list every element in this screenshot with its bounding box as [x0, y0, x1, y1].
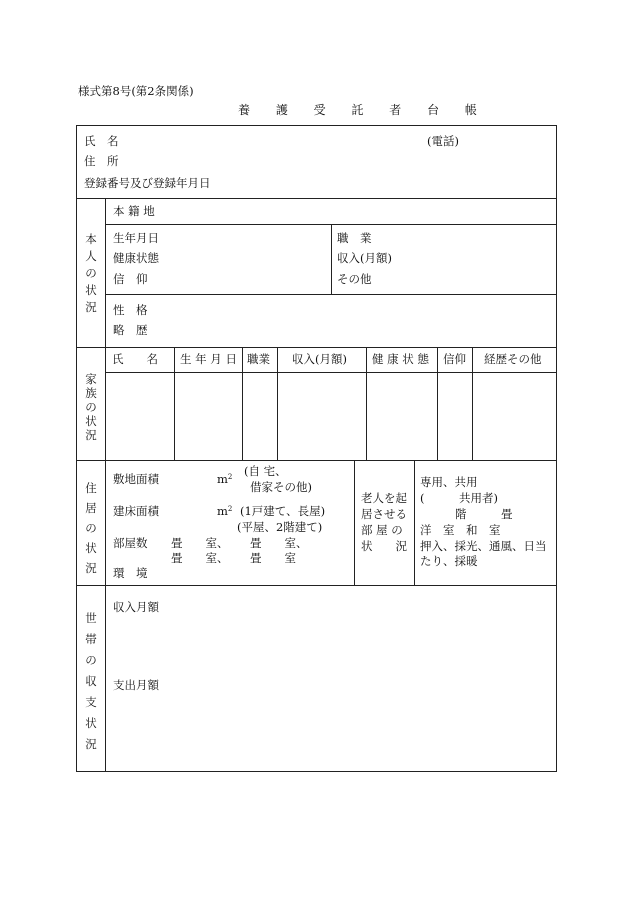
site-area-unit: $m^2$ [217, 472, 233, 486]
elder-room-detail-4: 洋 室 和 室 [420, 523, 501, 537]
personality-label: 性 格 [113, 303, 148, 317]
household-income-label: 収入月額 [113, 600, 159, 614]
income-label: 収入(月額) [337, 251, 392, 265]
floor-area-label: 建床面積 [113, 504, 159, 518]
family-col-name: 氏 名 [112, 352, 158, 366]
page-title: 養 護 受 託 者 台 帳 [238, 103, 488, 117]
family-col-health: 健 康 状 態 [372, 352, 429, 366]
elder-room-label-3: 部 屋 の [361, 523, 403, 537]
family-section-label: 家 族 の 状 況 [85, 372, 97, 442]
family-col-occupation: 職業 [247, 352, 270, 366]
family-col-income: 収入(月額) [292, 352, 347, 366]
registration-label: 登録番号及び登録年月日 [84, 176, 211, 190]
building-type-line-1: (1戸建て、長屋) [240, 504, 326, 518]
other-label: その他 [337, 272, 372, 286]
environment-label: 環 境 [113, 566, 148, 580]
floor-area-unit: $m^2$ [217, 504, 233, 518]
site-area-label: 敷地面積 [113, 472, 159, 486]
room-line-2b: 畳 室 [250, 551, 296, 565]
building-type-line-2: (平屋、2階建て) [237, 520, 323, 534]
rooms-label: 部屋数 [113, 536, 148, 550]
personal-section-label: 本 人 の 状 況 [85, 232, 97, 314]
housing-section-label: 住 居 の 状 況 [85, 481, 97, 575]
health-label: 健康状態 [113, 251, 159, 265]
form-number: 様式第8号(第2条関係) [78, 84, 194, 98]
room-line-2a: 畳 室、 [171, 551, 229, 565]
ownership-line-1: (自 宅、 [244, 464, 287, 478]
family-col-history: 経歴その他 [484, 352, 542, 366]
occupation-label: 職 業 [337, 231, 372, 245]
history-label: 略 歴 [113, 323, 148, 337]
elder-room-detail-1: 専用、共用 [420, 475, 478, 489]
elder-room-detail-2: ( 共用者) [420, 491, 498, 505]
birthdate-label: 生年月日 [113, 231, 159, 245]
elder-room-detail-5: 押入、採光、通風、日当 [420, 539, 547, 553]
elder-room-label-2: 居させる [361, 507, 407, 521]
family-col-birthdate: 生 年 月 日 [180, 352, 237, 366]
elder-room-detail-3: 階 畳 [455, 507, 513, 521]
family-col-faith: 信仰 [443, 352, 466, 366]
phone-label: (電話) [427, 134, 459, 148]
household-expense-label: 支出月額 [113, 678, 159, 692]
address-label: 住 所 [84, 154, 119, 168]
room-line-1b: 畳 室、 [250, 536, 308, 550]
elder-room-detail-6: たり、採暖 [420, 554, 478, 568]
room-line-1a: 畳 室、 [171, 536, 229, 550]
household-section-label: 世 帯 の 収 支 状 況 [85, 611, 97, 751]
elder-room-label-4: 状 況 [361, 539, 407, 553]
elder-room-label-1: 老人を起 [361, 491, 407, 505]
ownership-line-2: 借家その他) [250, 480, 312, 494]
domicile-label: 本 籍 地 [113, 204, 155, 218]
faith-label: 信 仰 [113, 272, 148, 286]
name-label: 氏 名 [84, 134, 119, 148]
